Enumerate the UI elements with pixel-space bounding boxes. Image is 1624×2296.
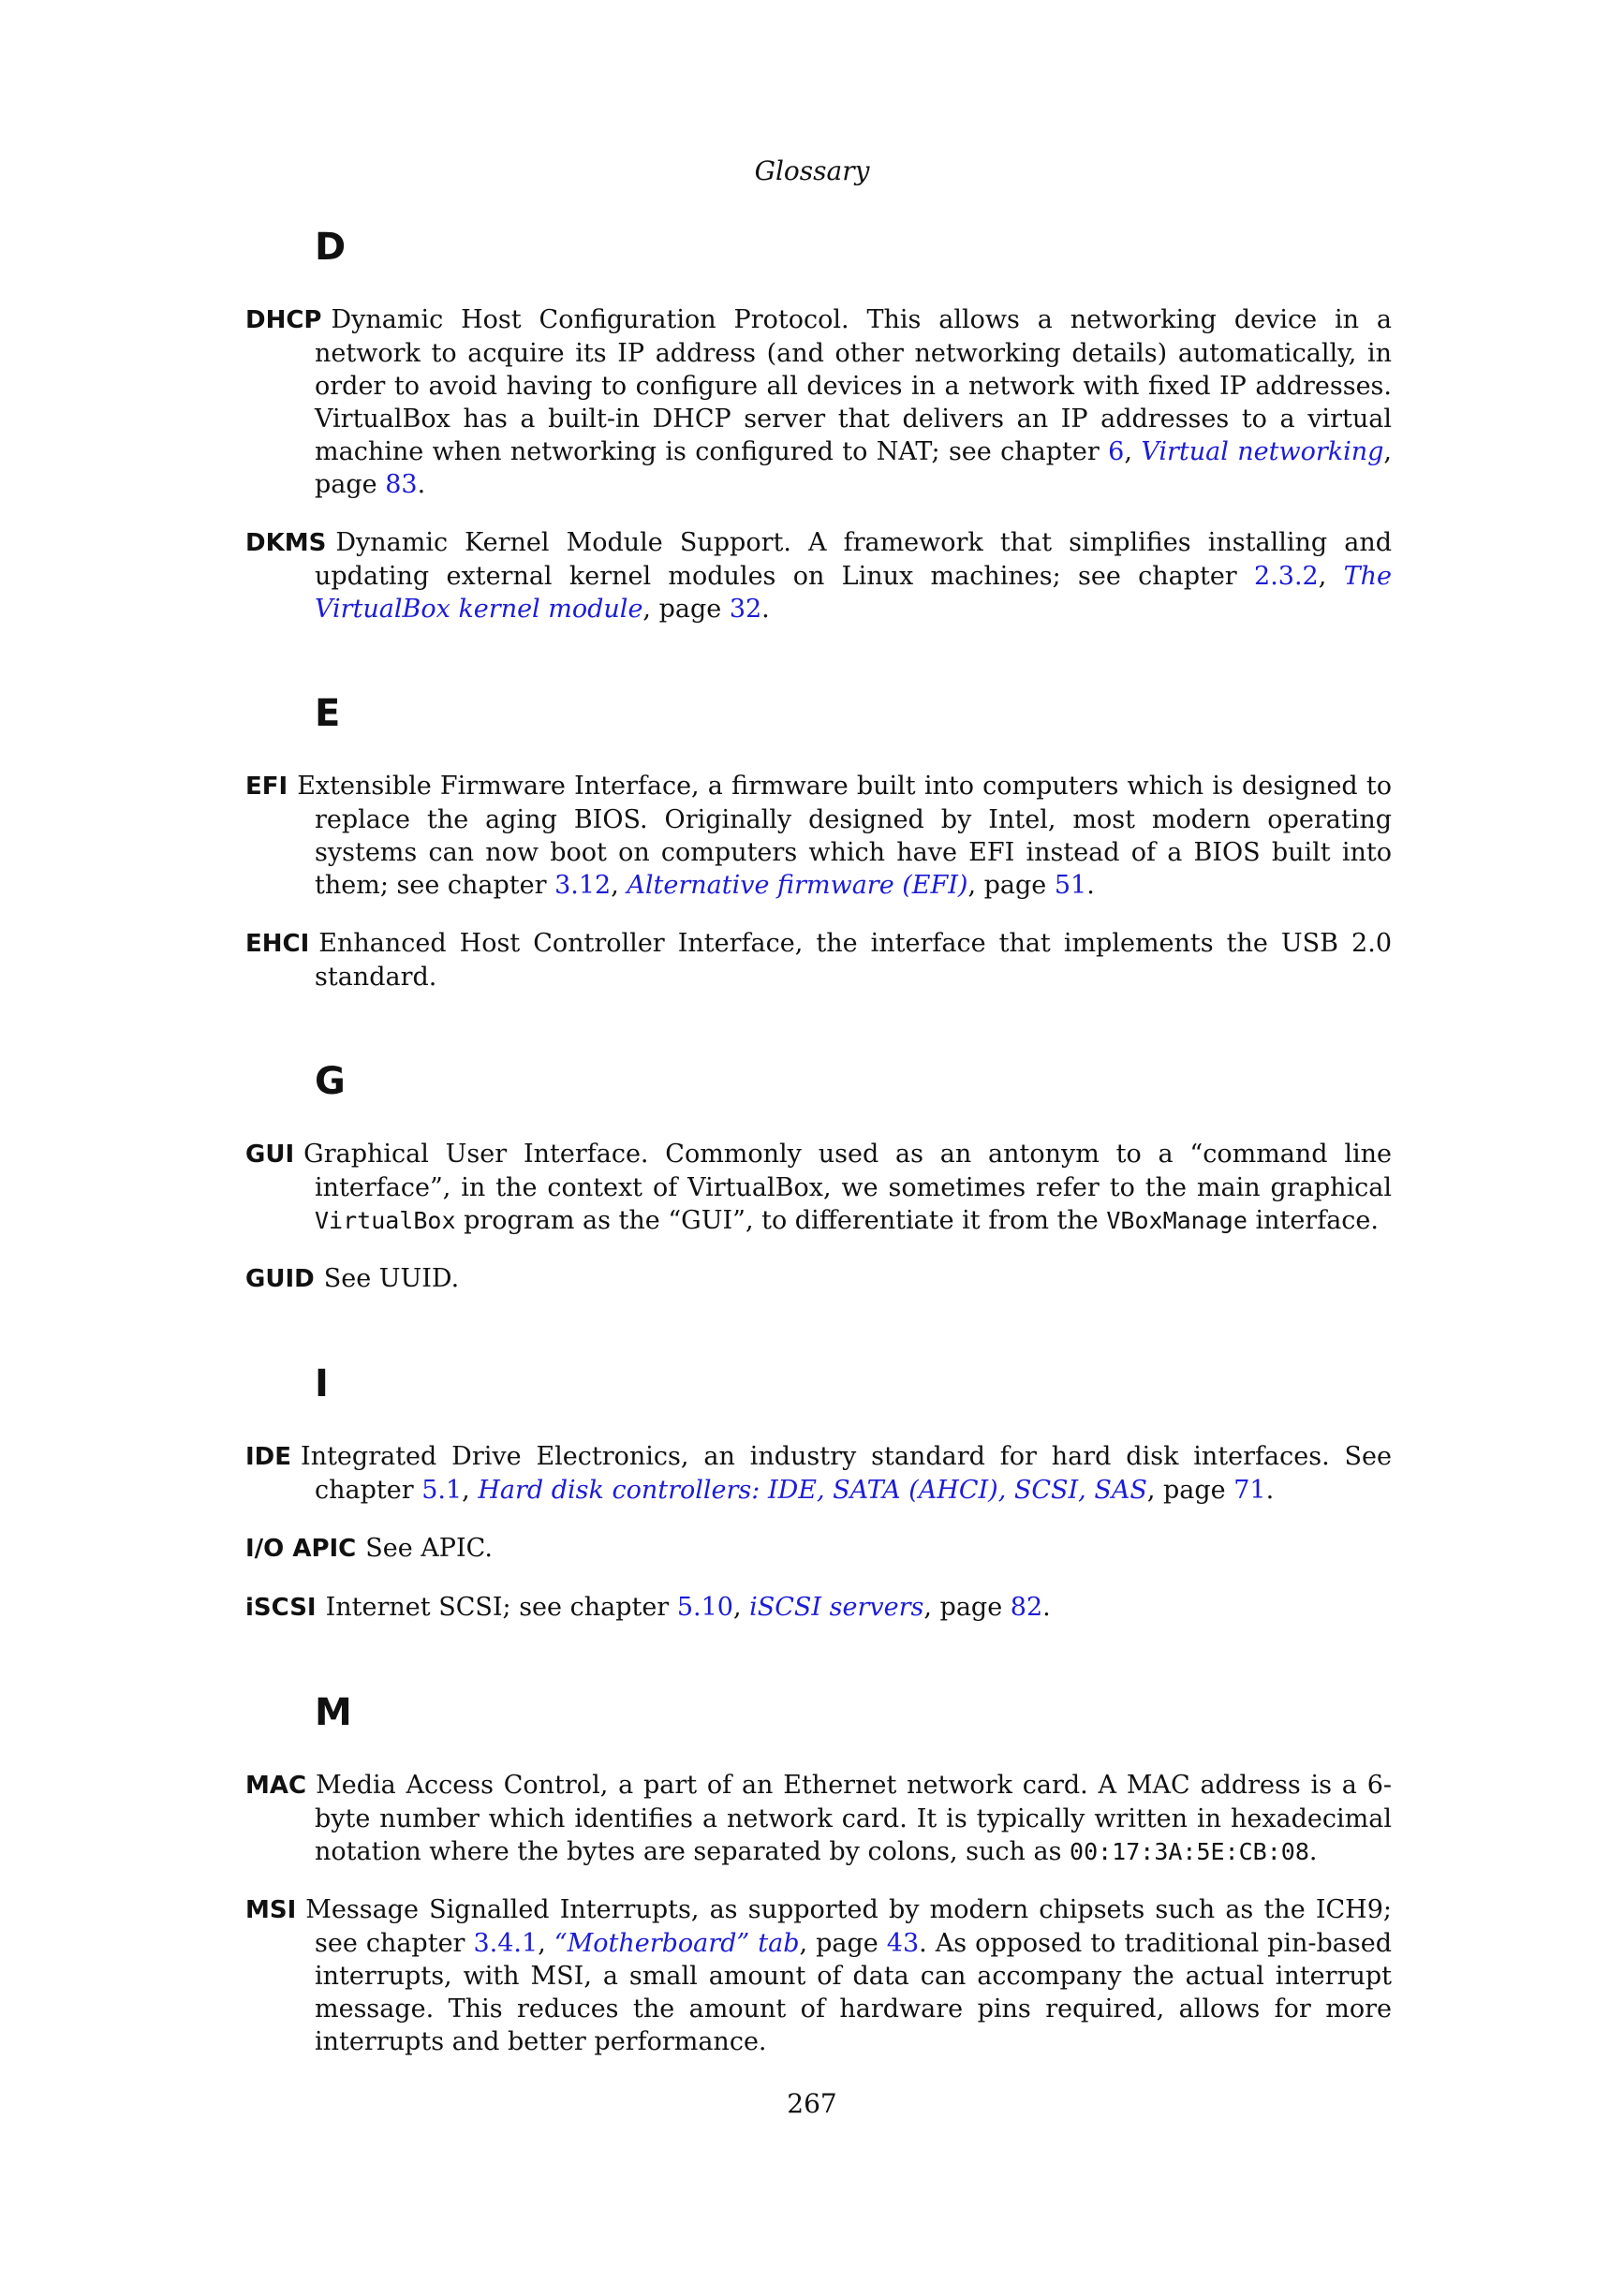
chapter-link[interactable]: 5.1 [421,1476,463,1505]
entry-text: See UUID. [323,1264,460,1293]
program-name-code: VBoxManage [1106,1207,1248,1234]
page-label: , page [967,871,1055,900]
chapter-link[interactable]: 6 [1108,437,1125,466]
glossary-term: EFI [245,773,288,801]
page-link[interactable]: 71 [1233,1476,1266,1505]
glossary-term: MAC [245,1772,307,1800]
chapter-link[interactable]: 3.12 [554,871,612,900]
glossary-entry-mac [245,1769,1392,1868]
section-title-link[interactable]: Hard disk controllers: IDE, SATA (AHCI), SCSI, SAS [478,1476,1147,1505]
period: . [1308,1837,1318,1866]
page-link[interactable]: 83 [385,470,418,499]
page-label: , page [799,1929,887,1958]
entry-text: program as the “GUI”, to differentiate it from the [455,1206,1107,1235]
glossary-term: DKMS [245,529,327,557]
section-title-link[interactable]: iSCSI servers [749,1593,924,1622]
entry-text: See APIC. [365,1534,493,1563]
entry-text: Internet SCSI; see chapter [325,1593,677,1622]
separator: , [462,1476,479,1505]
entry-text: Enhanced Host Controller Interface, the interface that implements the USB 2.0 standard. [315,929,1392,992]
period: . [761,595,770,624]
section-heading: G [315,1060,346,1103]
entry-text: Graphical User Interface. Commonly used as an antonym to a “command line interface”, in the context of VirtualBox, we sometimes refer to the main graphical [303,1140,1392,1202]
section-m [245,1690,1392,2058]
section-e [245,691,1392,993]
section-i [245,1361,1392,1625]
glossary-content [245,225,1392,2124]
period: . [417,470,426,499]
section-heading: I [315,1362,329,1406]
program-name-code: VirtualBox [315,1207,456,1234]
page-link[interactable]: 51 [1054,871,1087,900]
section-g [245,1059,1392,1296]
section-title-link[interactable]: Alternative firmware (EFI) [627,871,968,900]
section-heading: M [315,1691,352,1734]
glossary-entry-efi [245,770,1392,902]
glossary-entry-dkms [245,526,1392,626]
separator: , [732,1593,750,1622]
section-title-link[interactable]: Virtual networking [1141,437,1384,466]
glossary-term: IDE [245,1443,292,1471]
entry-text: Dynamic Host Configuration Protocol. This allows a networking device in a network to acquire its IP address (and other networking details) automatically, in order to avoid having to configure all devices in a network with fixed IP addresses. VirtualBox has a built-in DHCP server that delivers an IP addresses to a virtual machine when networking is configured to NAT; see chapter [315,305,1392,466]
glossary-term: iSCSI [245,1594,317,1622]
page-label: , page [1146,1476,1234,1505]
section-title-link[interactable]: The VirtualBox kernel module [315,562,1392,624]
section-heading: D [315,226,347,269]
page-label: , page [315,437,1392,499]
separator: , [538,1929,554,1958]
entry-text: Message Signalled Interrupts, as supported by modern chipsets such as the ICH9; see chapter [305,1895,1392,1958]
glossary-entry-gui [245,1138,1392,1237]
chapter-link[interactable]: 2.3.2 [1254,562,1319,591]
page-label: , page [923,1593,1011,1622]
glossary-entry-dhcp [245,303,1392,501]
separator: , [1318,562,1344,591]
section-d [245,225,1392,626]
period: . [1086,871,1095,900]
entry-text: Integrated Drive Electronics, an industry standard for hard disk interfaces. See chapter [301,1442,1392,1505]
section-title-link[interactable]: “Motherboard” tab [554,1929,800,1958]
glossary-entry-iscsi [245,1591,1392,1625]
running-head: Glossary [754,155,870,186]
glossary-entry-io-apic [245,1532,1392,1566]
entry-text: Dynamic Kernel Module Support. A framework that simplifies installing and updating external kernel modules on Linux machines; see chapter [315,528,1392,591]
glossary-term: I/O APIC [245,1535,357,1563]
glossary-entry-ide [245,1440,1392,1507]
glossary-entry-msi [245,1893,1392,2058]
glossary-term: MSI [245,1896,297,1924]
page-link[interactable]: 43 [886,1929,920,1958]
glossary-term: DHCP [245,306,322,334]
glossary-term: EHCI [245,930,310,958]
glossary-entry-guid [245,1262,1392,1296]
page-number: 267 [787,2088,837,2119]
mac-address-code: 00:17:3A:5E:CB:08 [1070,1838,1309,1865]
section-heading: E [315,692,341,735]
separator: , [611,871,627,900]
glossary-term: GUI [245,1141,295,1169]
period: . [1042,1593,1051,1622]
chapter-link[interactable]: 5.10 [676,1593,733,1622]
page-link[interactable]: 82 [1010,1593,1043,1622]
page-label: , page [642,595,730,624]
entry-text: . As opposed to traditional pin-based interrupts, with MSI, a small amount of data can accompany the actual interrupt message. This reduces the amount of hardware pins required, allows for more interrupts and better performance. [315,1929,1393,2056]
page-link[interactable]: 32 [729,595,762,624]
period: . [1265,1476,1275,1505]
entry-text: interface. [1247,1206,1379,1235]
entry-text: Extensible Firmware Interface, a firmware built into computers which is designed to replace the aging BIOS. Originally designed by Intel, most modern operating systems can now boot on computers which have EFI instead of a BIOS built into them; see chapter [297,772,1392,900]
separator: , [1124,437,1142,466]
glossary-term: GUID [245,1265,315,1293]
glossary-entry-ehci [245,927,1392,993]
chapter-link[interactable]: 3.4.1 [473,1929,539,1958]
entry-text: Media Access Control, a part of an Ethernet network card. A MAC address is a 6-byte number which identifies a network card. It is typically written in hexadecimal notation where the bytes are separated by colons, such as [315,1771,1392,1866]
